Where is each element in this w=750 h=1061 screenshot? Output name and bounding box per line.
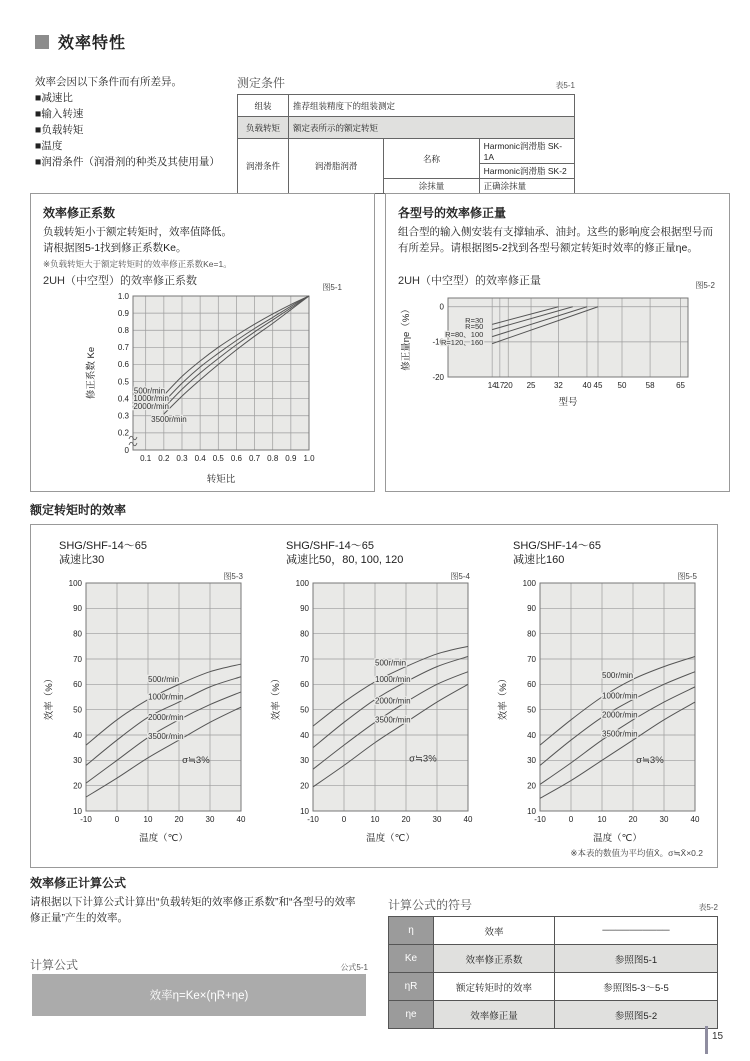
body-line: 修正量”产生的效率。 [30,912,128,924]
svg-text:2000r/min: 2000r/min [133,401,169,411]
svg-text:0: 0 [439,302,444,312]
svg-text:500r/min: 500r/min [375,658,407,668]
svg-text:30: 30 [527,756,536,766]
intro-item: ■输入转速 [35,108,84,120]
svg-text:效率（%）: 效率（%） [44,673,55,721]
intro-item: ■温度 [35,140,63,152]
correction-factor-body [43,224,232,256]
svg-text:效率（%）: 效率（%） [498,673,509,721]
svg-text:-10: -10 [432,337,444,347]
calc-formula-tag: 公式5-1 [340,963,368,972]
svg-text:30: 30 [73,756,82,766]
svg-text:500r/min: 500r/min [602,671,634,680]
correction-amount-panel [385,193,730,492]
svg-text:0.7: 0.7 [249,454,261,463]
svg-text:R=50: R=50 [465,322,484,332]
svg-text:-10: -10 [80,815,92,824]
efficiency-formula: 效率η=Ke×(ηR+ηe) [149,990,249,1002]
symbols-table-tag: 表5-2 [698,903,718,912]
svg-text:40: 40 [582,381,592,390]
svg-text:10: 10 [527,806,536,816]
svg-text:0.2: 0.2 [117,428,129,438]
svg-text:20: 20 [401,815,411,824]
svg-text:0.3: 0.3 [176,454,188,463]
svg-text:温度（℃）: 温度（℃） [139,833,188,844]
svg-text:1000r/min: 1000r/min [133,394,169,404]
symbols-header [388,896,718,913]
svg-text:2000r/min: 2000r/min [375,696,411,706]
svg-text:3500r/min: 3500r/min [148,731,184,741]
intro-item: ■减速比 [35,92,73,104]
grease-label: 润滑脂润滑 [289,139,384,194]
svg-text:20: 20 [174,815,184,824]
svg-text:90: 90 [300,604,309,614]
svg-text:1000r/min: 1000r/min [148,692,184,702]
fig5-2-chart-title: 2UH（中空型）的效率修正量 [398,275,542,287]
svg-text:温度（℃）: 温度（℃） [593,833,642,844]
symbols-section [388,896,718,1029]
svg-text:50: 50 [617,381,627,390]
svg-text:2000r/min: 2000r/min [602,710,638,720]
table-row [238,95,575,117]
svg-text:1.0: 1.0 [303,454,315,463]
intro-item: ■负载转矩 [35,124,84,136]
chart-fig5-4 [268,569,484,845]
svg-text:500r/min: 500r/min [148,674,180,684]
svg-text:型号: 型号 [558,397,578,408]
chart-fig5-1 [83,286,333,486]
svg-text:0.8: 0.8 [267,454,279,463]
table-row [238,139,575,164]
table-row [238,117,575,139]
svg-text:20: 20 [527,781,536,791]
svg-text:10: 10 [73,806,82,816]
heading-line: 减速比50，80, 100, 120 [286,554,404,566]
svg-text:1.0: 1.0 [117,291,129,301]
symbol-name: 效率修正系数 [434,945,555,973]
svg-text:-10: -10 [307,815,319,824]
svg-text:65: 65 [676,381,686,390]
chart-fig5-2 [398,286,728,409]
table-row [389,917,718,945]
svg-text:10: 10 [597,815,607,824]
svg-text:0.2: 0.2 [158,454,170,463]
rated-efficiency-box [30,524,718,868]
svg-text:80: 80 [300,629,309,639]
svg-text:70: 70 [527,654,536,664]
svg-text:40: 40 [236,815,246,824]
heading-line: 减速比160 [513,554,565,566]
svg-text:30: 30 [659,815,669,824]
chart-fig5-5 [495,569,711,845]
svg-text:80: 80 [73,629,82,639]
page-number: 15 [712,1031,724,1042]
table-row [389,945,718,973]
svg-text:0.7: 0.7 [117,343,129,353]
conditions-table-tag: 表5-1 [555,81,575,90]
symbol-name: 效率 [434,917,555,945]
svg-text:温度（℃）: 温度（℃） [366,833,415,844]
grease-name-label: 名称 [384,139,479,179]
svg-text:1000r/min: 1000r/min [375,674,411,684]
svg-text:10: 10 [370,815,380,824]
svg-text:45: 45 [593,381,603,390]
svg-text:σ≒3%: σ≒3% [182,754,210,766]
heading-line: SHG/SHF-14～65 [286,540,375,552]
svg-text:σ≒3%: σ≒3% [409,753,437,765]
svg-text:14: 14 [487,381,497,390]
svg-text:0: 0 [124,445,129,455]
table-row [389,973,718,1001]
svg-text:0.5: 0.5 [117,377,129,387]
svg-text:50: 50 [527,705,536,715]
svg-text:32: 32 [553,381,563,390]
conditions-table [237,94,575,194]
symbol-ref: 参照图5-3～5-5 [555,973,718,1001]
svg-text:80: 80 [527,629,536,639]
symbols-title: 计算公式的符号 [388,898,473,912]
fig5-1-chart-title: 2UH（中空型）的效率修正系数 [43,275,198,287]
fig5-3-tag: 图5-3 [223,572,243,581]
body-line: 请根据图5-1找到修正系数Ke。 [43,242,187,254]
load-label: 负载转矩 [238,117,289,139]
body-line: 组合型的输入侧安装有支撑轴承、油封。这些的影响度会根据型号而 [398,226,713,238]
svg-text:3500r/min: 3500r/min [602,729,638,739]
page-header [35,30,126,53]
symbol-eta-e: ηe [389,1001,434,1029]
svg-text:100: 100 [295,578,309,588]
svg-text:20: 20 [73,781,82,791]
svg-text:0.4: 0.4 [194,454,206,463]
svg-text:2000r/min: 2000r/min [148,712,184,722]
heading-line: SHG/SHF-14～65 [513,540,602,552]
correction-factor-panel [30,193,375,492]
fig5-1-tag: 图5-1 [322,283,342,292]
svg-text:60: 60 [527,680,536,690]
calc-formula-title: 效率修正计算公式 [30,876,127,890]
fig5-3-heading [59,539,249,567]
symbol-ref: 参照图5-1 [555,945,718,973]
svg-text:20: 20 [628,815,638,824]
svg-text:3500r/min: 3500r/min [151,414,187,424]
svg-text:-20: -20 [432,372,444,382]
svg-text:10: 10 [300,806,309,816]
body-line: 请根据以下计算公式计算出“负载转矩的效率修正系数”和“各型号的效率 [30,896,356,908]
svg-text:40: 40 [527,730,536,740]
svg-text:0: 0 [341,815,347,824]
svg-text:σ≒3%: σ≒3% [636,754,664,766]
svg-text:0.5: 0.5 [212,454,224,463]
svg-text:60: 60 [300,680,309,690]
body-line: 负载转矩小于额定转矩时，效率值降低。 [43,226,232,238]
assembly-value: 推荐组装精度下的组装测定 [289,95,575,117]
fig5-5-tag: 图5-5 [677,572,697,581]
svg-text:40: 40 [690,815,700,824]
heading-square-icon [35,35,49,49]
svg-text:30: 30 [205,815,215,824]
svg-text:70: 70 [300,654,309,664]
correction-amount-body [398,224,713,256]
svg-text:3500r/min: 3500r/min [375,715,411,725]
svg-text:0.6: 0.6 [117,360,129,370]
intro-lead: 效率会因以下条件而有所差异。 [35,76,182,88]
svg-text:10: 10 [143,815,153,824]
fig5-5-heading [513,539,703,567]
svg-text:58: 58 [645,381,655,390]
assembly-label: 组装 [238,95,289,117]
correction-factor-note: ※负载转矩大于额定转矩时的效率修正系数Ke=1。 [43,259,232,269]
correction-amount-title: 各型号的效率修正量 [398,206,507,220]
conditions-header [237,74,575,91]
heading-line: SHG/SHF-14～65 [59,540,148,552]
svg-text:40: 40 [300,730,309,740]
fig5-2-tag: 图5-2 [695,281,715,290]
lubrication-label: 润滑条件 [238,139,289,194]
svg-text:R=80、100: R=80、100 [445,329,484,339]
svg-text:0: 0 [568,815,574,824]
svg-text:100: 100 [68,578,82,588]
svg-text:90: 90 [527,604,536,614]
svg-text:0: 0 [114,815,120,824]
svg-text:0.9: 0.9 [117,308,129,318]
symbol-eta-r: ηR [389,973,434,1001]
symbol-ref: ────────── [555,917,718,945]
grease-name-value-2: Harmonic润滑脂 SK-2 [479,164,574,179]
svg-text:效率（%）: 效率（%） [271,673,282,721]
page-title: 效率特性 [58,35,127,52]
svg-text:修正量ηe（%）: 修正量ηe（%） [401,304,412,371]
svg-text:40: 40 [463,815,473,824]
average-value-note: ※本表的数值为平均值X̄。σ≒X̄×0.2 [570,848,703,858]
svg-text:500r/min: 500r/min [133,386,166,396]
chart-fig5-3 [41,569,257,845]
conditions-section [237,74,575,194]
intro-item: ■润滑条件（润滑剂的种类及其使用量） [35,156,220,168]
svg-text:50: 50 [300,705,309,715]
svg-text:R=30: R=30 [465,315,484,325]
table-row [389,1001,718,1029]
svg-text:转矩比: 转矩比 [206,474,236,485]
fig5-4-tag: 图5-4 [450,572,470,581]
svg-text:30: 30 [300,756,309,766]
calc-label-row [30,956,368,973]
heading-line: 减速比30 [59,554,105,566]
svg-text:30: 30 [432,815,442,824]
efficiency-formula-box [32,974,366,1016]
amount-value: 正确涂抹量 [479,179,574,194]
calc-formula-body [30,894,356,926]
rated-efficiency-title: 额定转矩时的效率 [30,503,127,517]
svg-text:60: 60 [73,680,82,690]
svg-text:70: 70 [73,654,82,664]
svg-text:0.9: 0.9 [285,454,297,463]
svg-text:50: 50 [73,705,82,715]
intro-block [35,74,220,170]
svg-text:修正系数 Ke: 修正系数 Ke [86,346,97,400]
svg-text:0.3: 0.3 [117,411,129,421]
svg-text:R=120、160: R=120、160 [440,338,484,348]
symbol-name: 额定转矩时的效率 [434,973,555,1001]
svg-text:25: 25 [526,381,536,390]
svg-text:90: 90 [73,604,82,614]
svg-text:1000r/min: 1000r/min [602,691,638,701]
amount-label: 涂抹量 [384,179,479,194]
symbols-table [388,916,718,1029]
body-line: 有所差异。请根据图5-2找到各型号额定转矩时效率的修正量ηe。 [398,242,698,254]
grease-name-value-1: Harmonic润滑脂 SK-1A [479,139,574,164]
svg-text:0.6: 0.6 [230,454,242,463]
svg-text:100: 100 [522,578,536,588]
symbol-ref: 参照图5-2 [555,1001,718,1029]
symbol-name: 效率修正量 [434,1001,555,1029]
svg-text:0.8: 0.8 [117,326,129,336]
symbol-eta: η [389,917,434,945]
load-value: 额定表所示的额定转矩 [289,117,575,139]
page-number-bar [705,1026,708,1054]
svg-text:0.1: 0.1 [140,454,152,463]
svg-text:20: 20 [503,381,513,390]
symbol-ke: Ke [389,945,434,973]
svg-text:-10: -10 [534,815,546,824]
correction-factor-title: 效率修正系数 [43,206,116,220]
fig5-4-heading [286,539,476,567]
calc-label: 计算公式 [30,958,79,972]
svg-text:17: 17 [495,381,505,390]
svg-text:40: 40 [73,730,82,740]
conditions-title: 测定条件 [237,76,286,90]
svg-text:0.4: 0.4 [117,394,129,404]
svg-text:20: 20 [300,781,309,791]
